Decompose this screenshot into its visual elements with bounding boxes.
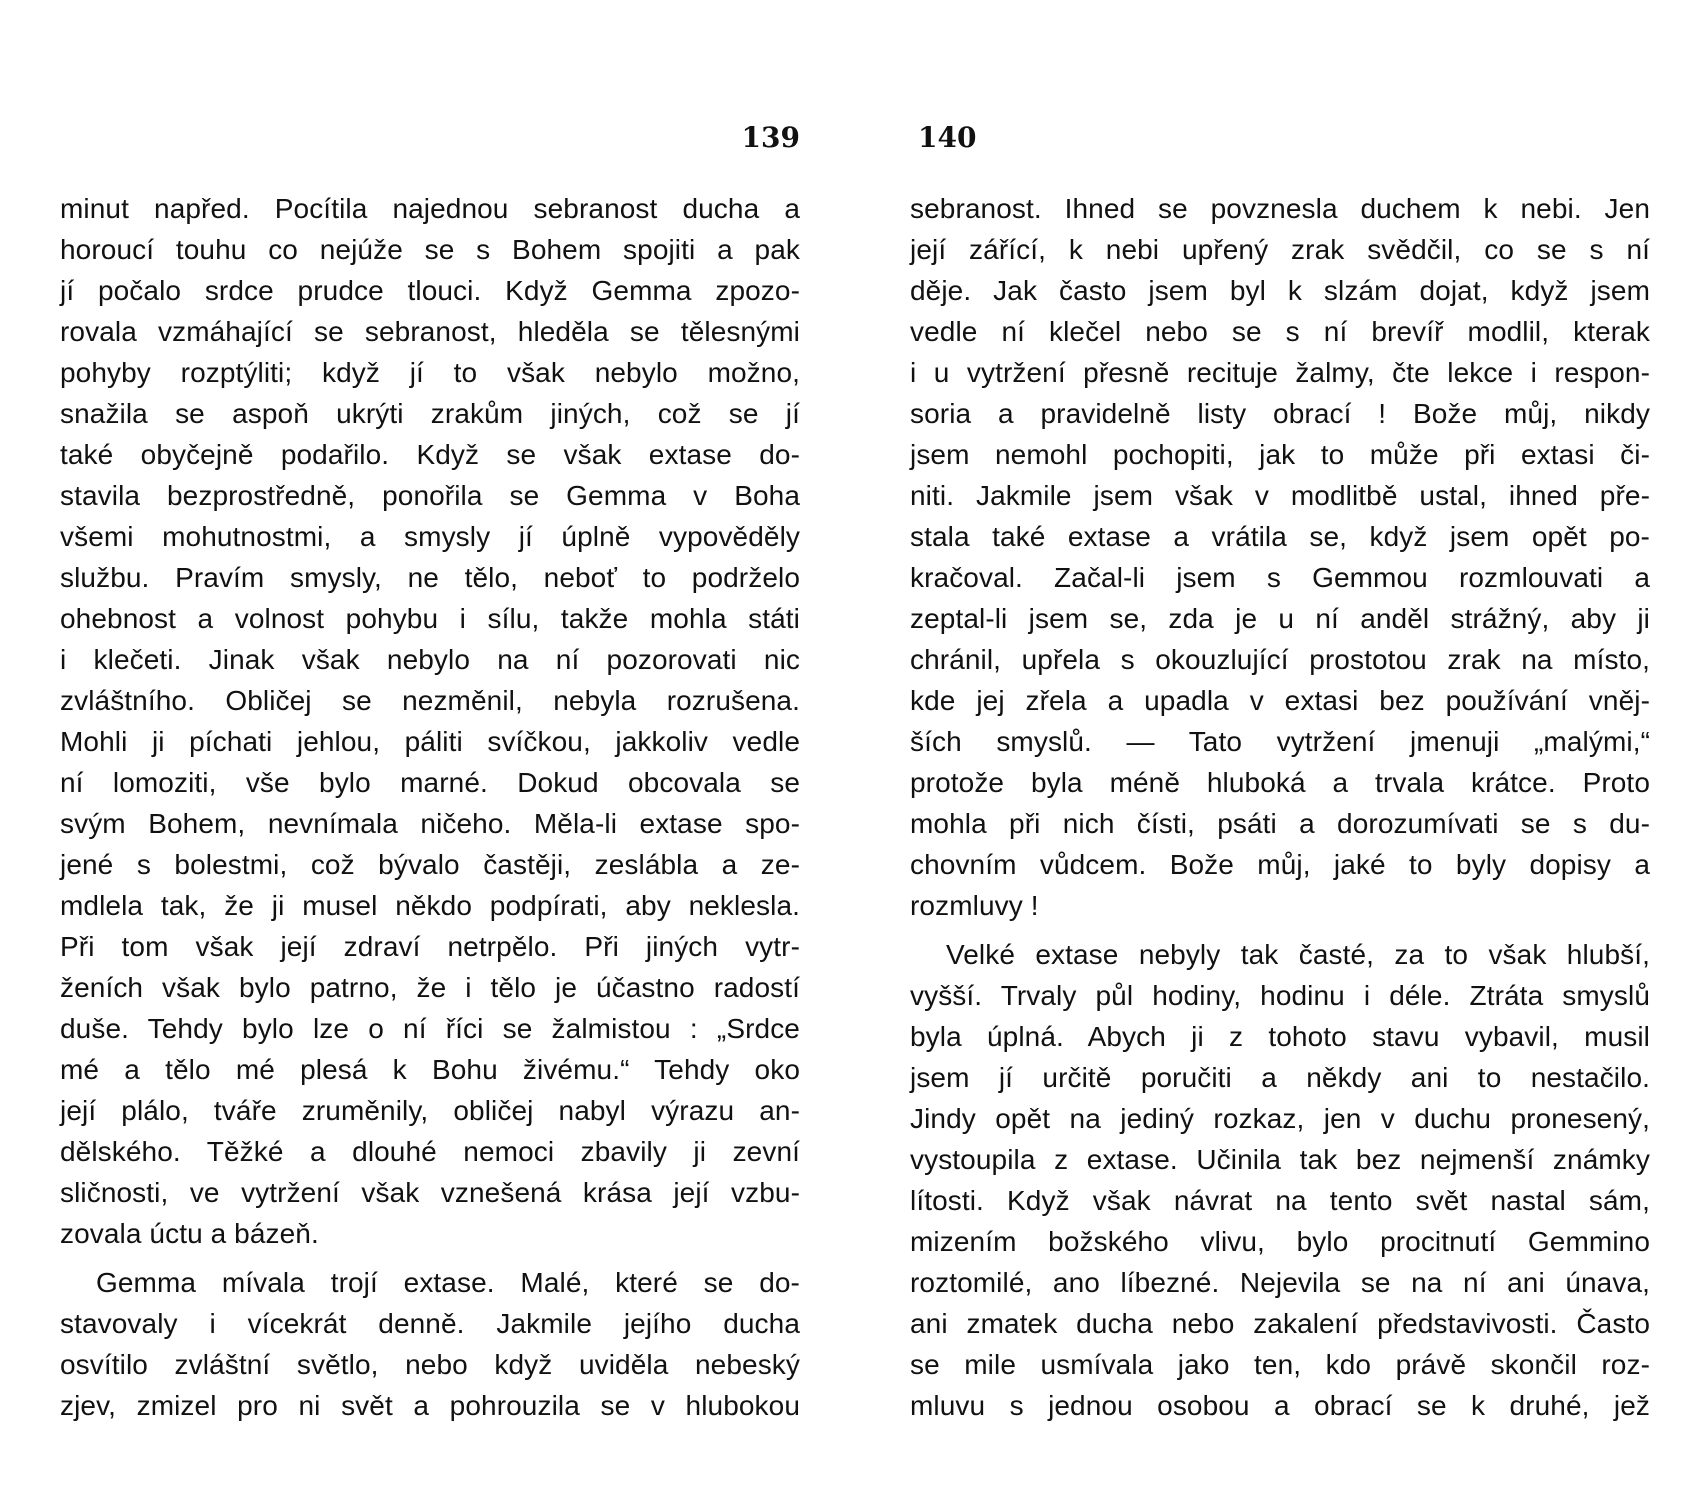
text-line: ní lomoziti, vše bylo marné. Dokud obcovala se [60, 767, 800, 798]
text-line: sebranost. Ihned se povznesla duchem k nebi. Jen [910, 193, 1650, 224]
text-line: pohyby rozptýliti; když jí to však nebylo možno, [60, 357, 800, 388]
text-line: horoucí touhu co nejúže se s Bohem spojiti a pak [60, 234, 800, 265]
text-line: chovním vůdcem. Bože můj, jaké to byly dopisy a [910, 849, 1650, 880]
text-line: chránil, upřela s okouzlující prostotou zrak na místo, [910, 644, 1650, 675]
paragraph [910, 188, 1650, 926]
text-line: jené s bolestmi, což bývalo častěji, zeslábla a ze- [60, 849, 800, 880]
text-line: mdlela tak, že ji musel někdo podpírati, aby neklesla. [60, 890, 800, 921]
text-line: vystoupila z extase. Učinila tak bez nejmenší známky [910, 1144, 1650, 1175]
text-line: i klečeti. Jinak však nebylo na ní pozorovati nic [60, 644, 800, 675]
paragraph-gap [60, 1254, 800, 1262]
page-text [910, 188, 1650, 1426]
text-line: stavovaly i vícekrát denně. Jakmile jejího ducha [60, 1308, 800, 1339]
text-line: rozmluvy ! [910, 890, 1039, 921]
text-line: ohebnost a volnost pohybu i sílu, takže mohla státi [60, 603, 800, 634]
text-line: mluvu s jednou osobou a obrací se k druhé, jež [910, 1390, 1650, 1421]
text-line: mizením božského vlivu, bylo procitnutí Gemmino [910, 1226, 1650, 1257]
paragraph [910, 934, 1650, 1426]
text-line: sličnosti, ve vytržení však vznešená krása její vzbu- [60, 1177, 800, 1208]
text-line: i u vytržení přesně recituje žalmy, čte lekce i respon- [910, 357, 1650, 388]
text-line: lítosti. Když však návrat na tento svět nastal sám, [910, 1185, 1650, 1216]
text-line: Mohli ji píchati jehlou, páliti svíčkou, jakkoliv vedle [60, 726, 800, 757]
right-page [910, 0, 1650, 1500]
text-line: její zářící, k nebi upřený zrak svědčil, co se s ní [910, 234, 1650, 265]
text-line: jsem nemohl pochopiti, jak to může při extasi či- [910, 439, 1650, 470]
text-line: zjev, zmizel pro ni svět a pohrouzila se v hlubokou [60, 1390, 800, 1421]
text-line: děje. Jak často jsem byl k slzám dojat, když jsem [910, 275, 1650, 306]
text-line: zeptal-li jsem se, zda je u ní anděl strážný, aby ji [910, 603, 1650, 634]
text-line: protože byla méně hluboká a trvala krátce. Proto [910, 767, 1650, 798]
text-line: také obyčejně podařilo. Když se však extase do- [60, 439, 800, 470]
text-line: se mile usmívala jako ten, kdo právě skončil roz- [910, 1349, 1650, 1380]
text-line: snažila se aspoň ukrýti zrakům jiných, což se jí [60, 398, 800, 429]
text-line: soria a pravidelně listy obrací ! Bože můj, nikdy [910, 398, 1650, 429]
text-line: kračoval. Začal-li jsem s Gemmou rozmlouvati a [910, 562, 1650, 593]
text-line: všemi mohutnostmi, a smysly jí úplně vypověděly [60, 521, 800, 552]
text-line: byla úplná. Abych ji z tohoto stavu vybavil, musil [910, 1021, 1650, 1052]
text-line: duše. Tehdy bylo lze o ní říci se žalmistou : „Srdce [60, 1013, 800, 1044]
text-line: stavila bezprostředně, ponořila se Gemma v Boha [60, 480, 800, 511]
text-line: zvláštního. Obličej se nezměnil, nebyla rozrušena. [60, 685, 800, 716]
text-line: vedle ní klečel nebo se s ní brevíř modlil, kterak [910, 316, 1650, 347]
text-line: její plálo, tváře zruměnily, obličej nabyl výrazu an- [60, 1095, 800, 1126]
text-line: ženích však bylo patrno, že i tělo je účastno radostí [60, 972, 800, 1003]
text-line: Velké extase nebyly tak časté, za to však hlubší, [946, 939, 1650, 970]
text-line: stala také extase a vrátila se, když jsem opět po- [910, 521, 1650, 552]
text-line: svým Bohem, nevnímala ničeho. Měla-li extase spo- [60, 808, 800, 839]
text-line: Jindy opět na jediný rozkaz, jen v duchu pronesený, [910, 1103, 1650, 1134]
text-line: rovala vzmáhající se sebranost, hleděla se tělesnými [60, 316, 800, 347]
text-line: jí počalo srdce prudce tlouci. Když Gemma zpozo- [60, 275, 800, 306]
left-page [60, 0, 800, 1500]
text-line: osvítilo zvláštní světlo, nebo když uviděla nebeský [60, 1349, 800, 1380]
text-line: ších smyslů. — Tato vytržení jmenuji „malými,“ [910, 726, 1650, 757]
text-line: zovala úctu a bázeň. [60, 1218, 319, 1249]
text-line: minut napřed. Pocítila najednou sebranost ducha a [60, 193, 800, 224]
paragraph [60, 188, 800, 1254]
text-line: kde jej zřela a upadla v extasi bez používání vněj- [910, 685, 1650, 716]
page-number: 140 [918, 121, 977, 154]
text-line: niti. Jakmile jsem však v modlitbě ustal, ihned pře- [910, 480, 1650, 511]
paragraph-gap [910, 926, 1650, 934]
text-line: službu. Pravím smysly, ne tělo, neboť to podrželo [60, 562, 800, 593]
page-text [60, 188, 800, 1426]
text-line: dělského. Těžké a dlouhé nemoci zbavily ji zevní [60, 1136, 800, 1167]
paragraph [60, 1262, 800, 1426]
text-line: Při tom však její zdraví netrpělo. Při jiných vytr- [60, 931, 800, 962]
text-line: ani zmatek ducha nebo zakalení představivosti. Často [910, 1308, 1650, 1339]
page-number: 139 [741, 121, 800, 154]
text-line: jsem jí určitě poručiti a někdy ani to nestačilo. [910, 1062, 1650, 1093]
text-line: mé a tělo mé plesá k Bohu živému.“ Tehdy oko [60, 1054, 800, 1085]
text-line: roztomilé, ano líbezné. Nejevila se na ní ani únava, [910, 1267, 1650, 1298]
text-line: mohla při nich čísti, psáti a dorozumívati se s du- [910, 808, 1650, 839]
text-line: Gemma mívala trojí extase. Malé, které se do- [96, 1267, 800, 1298]
text-line: vyšší. Trvaly půl hodiny, hodinu i déle. Ztráta smyslů [910, 980, 1650, 1011]
